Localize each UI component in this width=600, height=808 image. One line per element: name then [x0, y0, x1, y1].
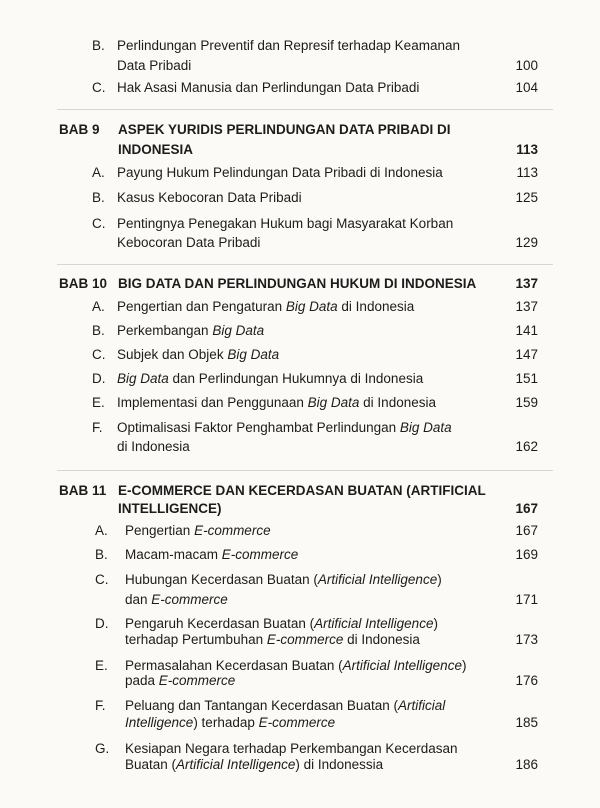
chapter-page: 113 — [516, 142, 538, 157]
entry-title-cont: Intelligence) terhadap E-commerce — [125, 715, 336, 730]
entry-page: 186 — [515, 757, 538, 772]
entry-title-cont: Kebocoran Data Pribadi — [117, 235, 261, 250]
divider — [57, 264, 553, 265]
entry-letter: A. — [92, 165, 105, 180]
chapter-label: BAB 9 — [59, 122, 100, 137]
entry-page: 141 — [515, 323, 538, 338]
entry-title: Hak Asasi Manusia dan Perlindungan Data Pribadi — [117, 80, 420, 95]
entry-page: 173 — [515, 632, 538, 647]
chapter-label: BAB 11 — [59, 483, 107, 498]
chapter-page: 167 — [515, 501, 538, 516]
chapter-page: 137 — [515, 276, 538, 291]
divider — [57, 470, 553, 471]
entry-letter: C. — [92, 80, 106, 95]
entry-title: Kesiapan Negara terhadap Perkembangan Kecerdasan — [125, 741, 458, 756]
entry-title: Payung Hukum Pelindungan Data Pribadi di Indonesia — [117, 165, 443, 180]
entry-page: 104 — [515, 80, 538, 95]
entry-page: 113 — [516, 165, 538, 180]
entry-letter: D. — [95, 616, 109, 631]
entry-title-cont: dan E-commerce — [125, 592, 228, 607]
entry-title: Macam-macam E-commerce — [125, 547, 299, 562]
chapter-title: E-COMMERCE DAN KECERDASAN BUATAN (ARTIFICIAL — [118, 483, 486, 498]
entry-letter: E. — [92, 395, 105, 410]
entry-title: Peluang dan Tantangan Kecerdasan Buatan (Artificial — [125, 698, 446, 713]
entry-letter: E. — [95, 658, 108, 673]
entry-page: 147 — [515, 347, 538, 362]
entry-title: Permasalahan Kecerdasan Buatan (Artificial Intelligence) — [125, 658, 467, 673]
entry-letter: G. — [95, 741, 110, 756]
entry-page: 162 — [515, 439, 538, 454]
entry-page: 185 — [515, 715, 538, 730]
chapter-title-cont: INDONESIA — [118, 142, 194, 157]
entry-page: 167 — [515, 523, 538, 538]
entry-letter: A. — [95, 523, 108, 538]
entry-page: 125 — [515, 190, 538, 205]
entry-letter: F. — [95, 698, 106, 713]
entry-letter: C. — [92, 347, 106, 362]
entry-page: 159 — [515, 395, 538, 410]
chapter-title: ASPEK YURIDIS PERLINDUNGAN DATA PRIBADI DI — [118, 122, 451, 137]
entry-page: 100 — [515, 58, 538, 73]
entry-letter: F. — [92, 420, 103, 435]
entry-title-cont: di Indonesia — [117, 439, 190, 454]
entry-title: Perlindungan Preventif dan Represif terhadap Keamanan — [117, 38, 460, 53]
divider — [57, 109, 553, 110]
entry-letter: D. — [92, 371, 106, 386]
entry-letter: B. — [95, 547, 108, 562]
entry-letter: C. — [95, 572, 109, 587]
entry-letter: B. — [92, 38, 105, 53]
entry-title: Pengertian E-commerce — [125, 523, 271, 538]
entry-title: Kasus Kebocoran Data Pribadi — [117, 190, 302, 205]
entry-page: 176 — [515, 673, 538, 688]
entry-title: Subjek dan Objek Big Data — [117, 347, 280, 362]
entry-letter: B. — [92, 190, 105, 205]
entry-title: Pengertian dan Pengaturan Big Data di Indonesia — [117, 299, 415, 314]
entry-page: 169 — [515, 547, 538, 562]
chapter-title: BIG DATA DAN PERLINDUNGAN HUKUM DI INDONESIA — [118, 276, 477, 291]
entry-title-cont: Data Pribadi — [117, 58, 192, 73]
entry-title: Perkembangan Big Data — [117, 323, 265, 338]
entry-page: 137 — [515, 299, 538, 314]
entry-title: Pengaruh Kecerdasan Buatan (Artificial Intelligence) — [125, 616, 438, 631]
entry-letter: A. — [92, 299, 105, 314]
entry-page: 151 — [515, 371, 538, 386]
entry-title-cont: Buatan (Artificial Intelligence) di Indonessia — [125, 757, 384, 772]
entry-title: Optimalisasi Faktor Penghambat Perlindungan Big Data — [117, 420, 452, 435]
chapter-title-cont: INTELLIGENCE) — [118, 501, 222, 516]
entry-title: Implementasi dan Penggunaan Big Data di Indonesia — [117, 395, 436, 410]
entry-letter: B. — [92, 323, 105, 338]
entry-letter: C. — [92, 216, 106, 231]
entry-title-cont: terhadap Pertumbuhan E-commerce di Indonesia — [125, 632, 420, 647]
entry-title: Pentingnya Penegakan Hukum bagi Masyarakat Korban — [117, 216, 454, 231]
entry-title-cont: pada E-commerce — [125, 673, 236, 688]
entry-page: 171 — [515, 592, 538, 607]
entry-title: Big Data dan Perlindungan Hukumnya di Indonesia — [117, 371, 424, 386]
chapter-label: BAB 10 — [59, 276, 108, 291]
entry-page: 129 — [515, 235, 538, 250]
entry-title: Hubungan Kecerdasan Buatan (Artificial Intelligence) — [125, 572, 442, 587]
